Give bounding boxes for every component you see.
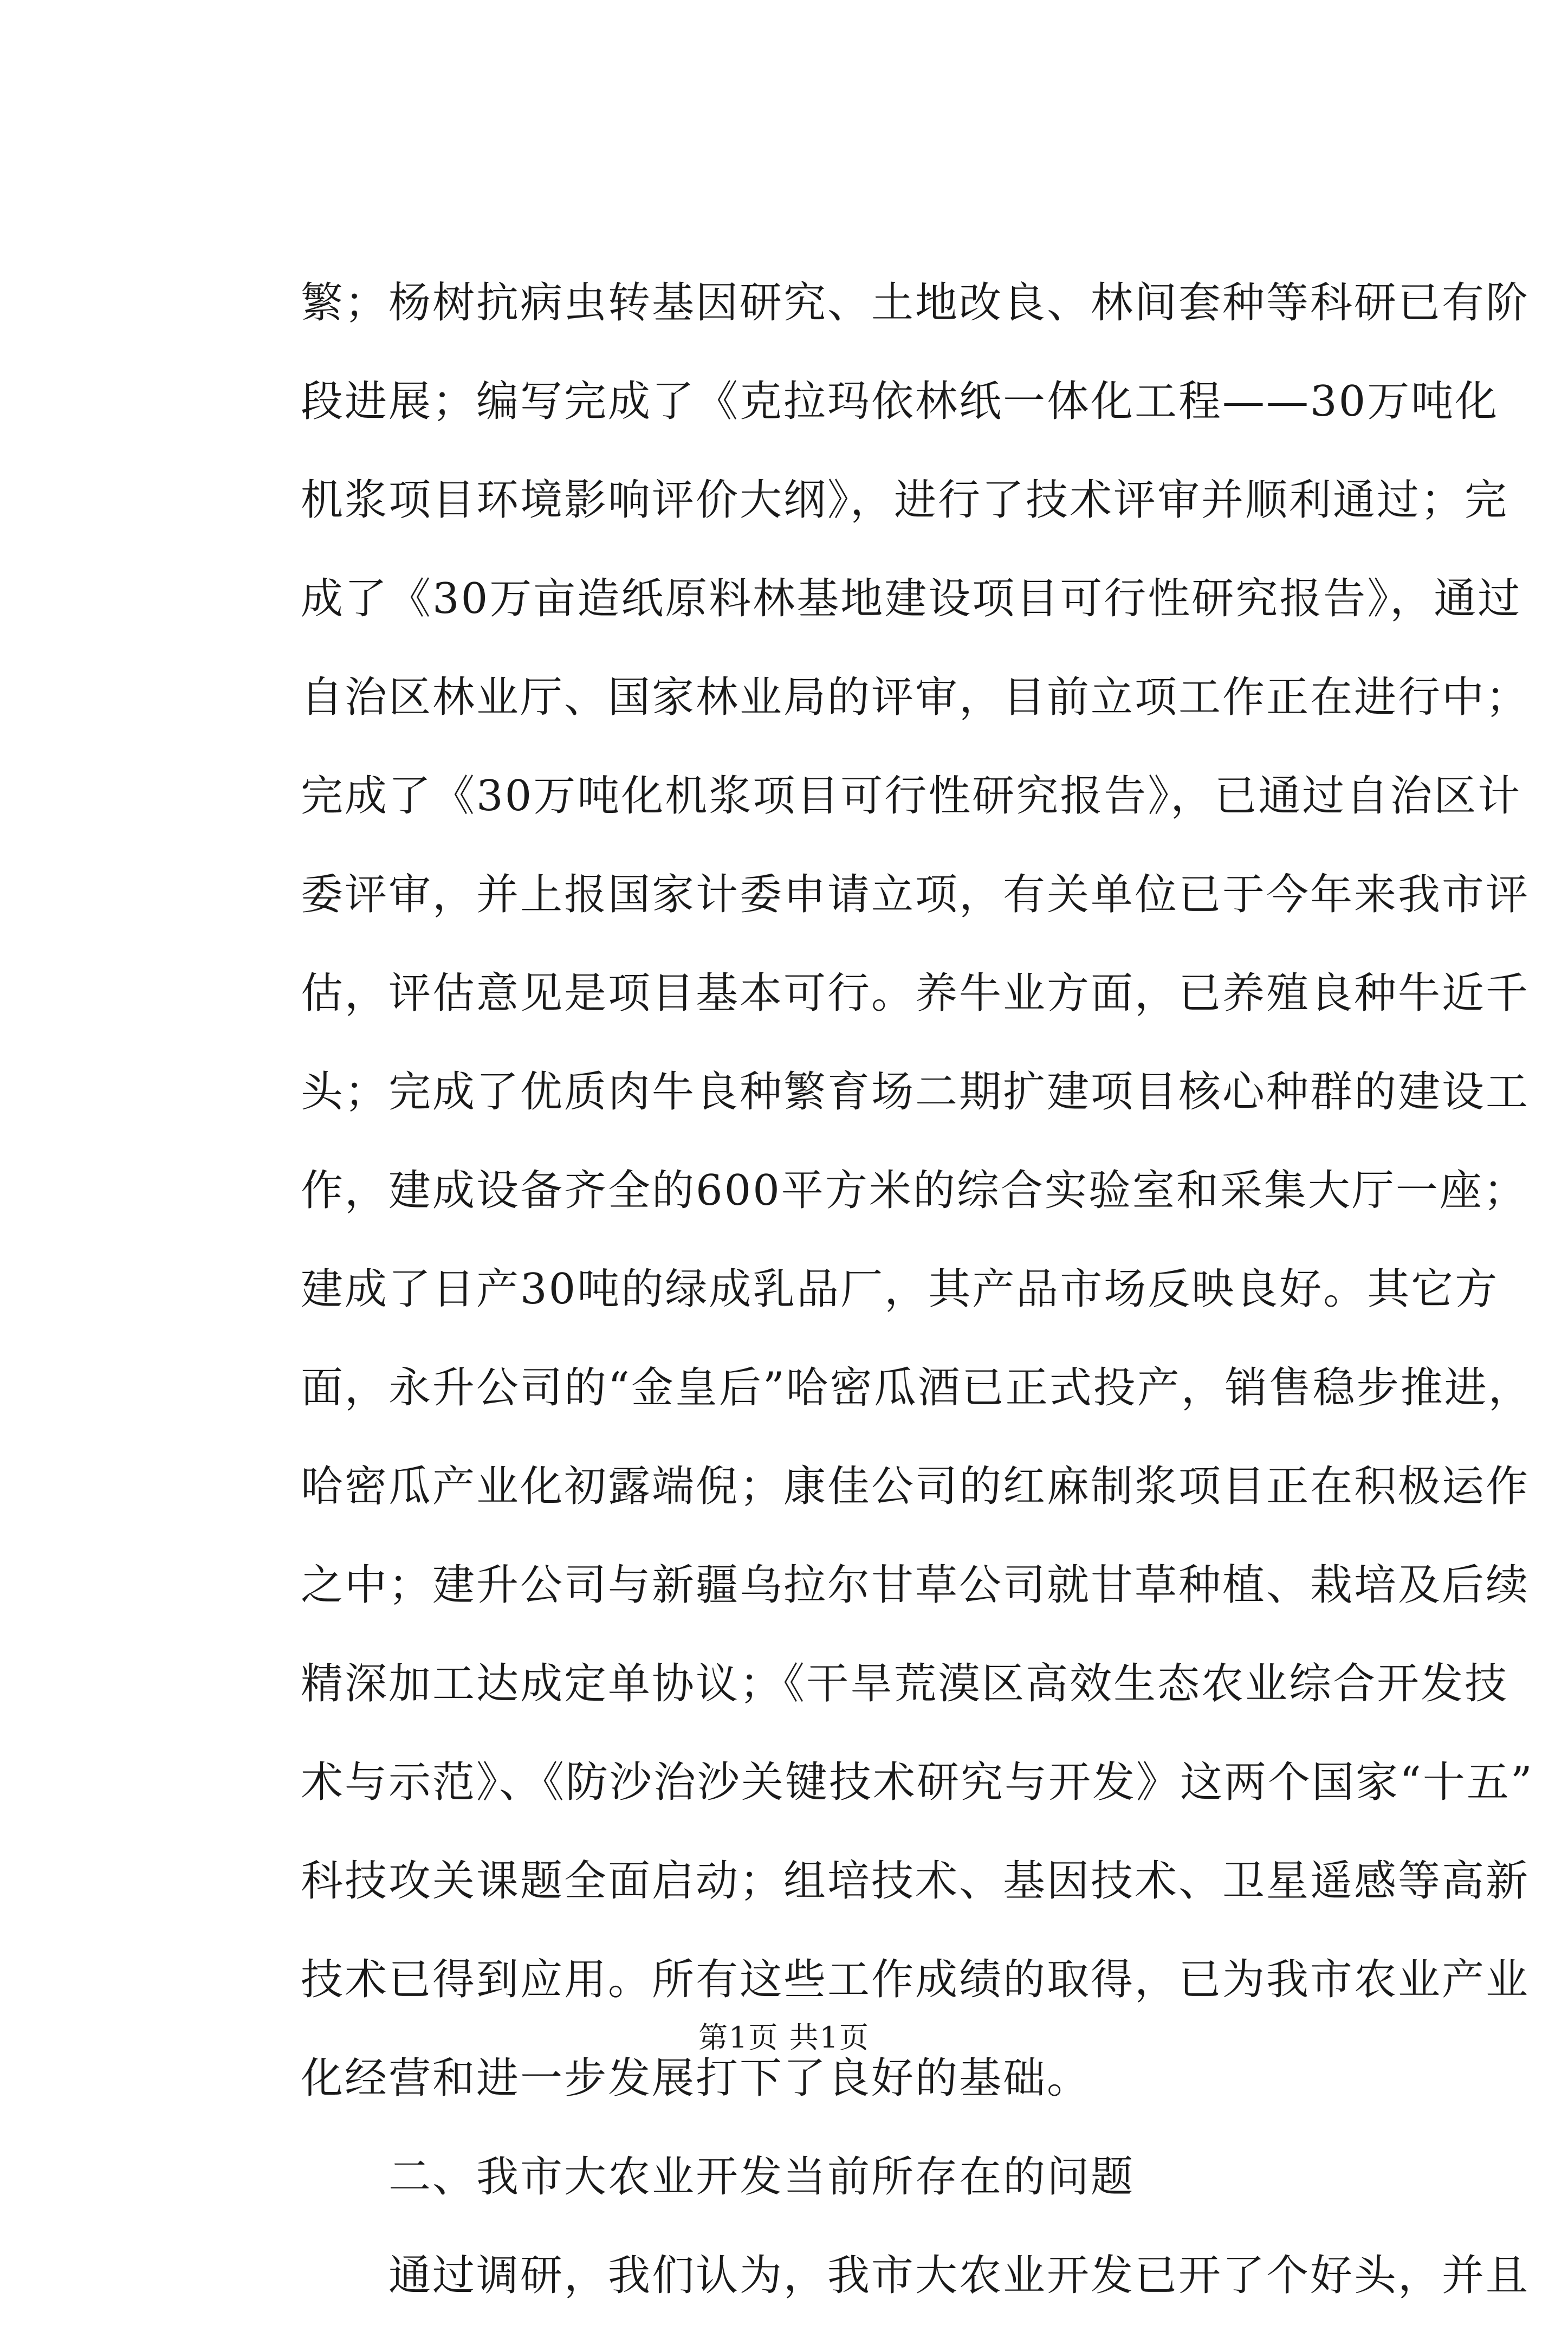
section-heading: 二、我市大农业开发当前所存在的问题 (388, 2153, 1135, 2201)
text-line: 完成了《30万吨化机浆项目可行性研究报告》，已通过自治区计 (301, 772, 1522, 821)
text-line: 哈密瓜产业化初露端倪；康佳公司的红麻制浆项目正在积极运作 (301, 1462, 1530, 1511)
text-line: 科技攻关课题全面启动；组培技术、基因技术、卫星遥感等高新 (301, 1857, 1530, 1906)
page-number-footer: 第1页 共1页 (698, 2020, 870, 2055)
text-line: 头；完成了优质肉牛良种繁育场二期扩建项目核心种群的建设工 (301, 1068, 1530, 1116)
text-line: 术与示范》、《防沙治沙关键技术研究与开发》这两个国家“十五” (301, 1758, 1534, 1807)
text-line: 机浆项目环境影响评价大纲》，进行了技术评审并顺利通过；完 (301, 476, 1509, 525)
body-text (301, 254, 1534, 2325)
text-line: 建成了日产30吨的绿成乳品厂，其产品市场反映良好。其它方 (301, 1265, 1499, 1314)
text-line: 技术已得到应用。所有这些工作成绩的取得，已为我市农业产业 (301, 1955, 1530, 2004)
text-line: 通过调研，我们认为，我市大农业开发已开了个好头，并且 (388, 2251, 1530, 2300)
text-line: 成了《30万亩造纸原料林基地建设项目可行性研究报告》，通过 (301, 574, 1522, 623)
text-line: 之中；建升公司与新疆乌拉尔甘草公司就甘草种植、栽培及后续 (301, 1561, 1530, 1610)
text-line: 精深加工达成定单协议；《干旱荒漠区高效生态农业综合开发技 (301, 1659, 1509, 1708)
text-line: 段进展；编写完成了《克拉玛依林纸一体化工程——30万吨化 (301, 377, 1499, 426)
text-line: 委评审，并上报国家计委申请立项，有关单位已于今年来我市评 (301, 870, 1530, 919)
text-line: 繁；杨树抗病虫转基因研究、土地改良、林间套种等科研已有阶 (301, 279, 1530, 327)
text-line: 作，建成设备齐全的600平方米的综合实验室和采集大厅一座； (301, 1166, 1527, 1215)
text-line: 自治区林业厅、国家林业局的评审，目前立项工作正在进行中； (301, 673, 1530, 722)
text-line: 面，永升公司的“金皇后”哈密瓜酒已正式投产，销售稳步推进， (301, 1364, 1532, 1412)
text-line: 化经营和进一步发展打下了良好的基础。 (301, 2054, 1091, 2103)
text-line: 估，评估意见是项目基本可行。养牛业方面，已养殖良种牛近千 (301, 969, 1530, 1018)
